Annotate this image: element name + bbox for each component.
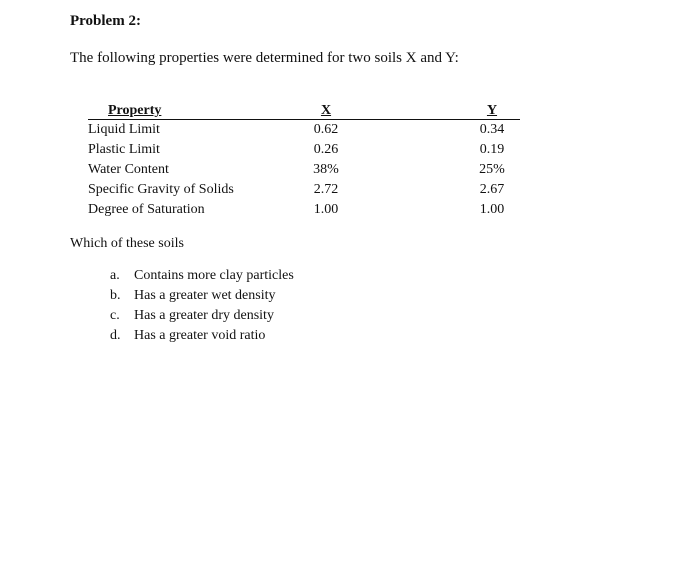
header-property: Property <box>108 103 162 118</box>
option-letter: c. <box>110 308 120 323</box>
row-value-y: 0.19 <box>479 142 505 157</box>
option-letter: a. <box>110 268 120 283</box>
row-label: Plastic Limit <box>88 142 160 157</box>
problem-intro: The following properties were determined for two soils X and Y: <box>70 50 459 66</box>
header-x: X <box>320 103 332 118</box>
row-value-x: 0.62 <box>313 122 339 137</box>
row-value-y: 2.67 <box>479 182 505 197</box>
table-row <box>88 122 520 142</box>
row-value-x: 0.26 <box>313 142 339 157</box>
problem-heading: Problem 2: <box>70 13 141 29</box>
row-value-y: 1.00 <box>479 202 505 217</box>
option-text: Contains more clay particles <box>134 268 294 283</box>
option-text: Has a greater void ratio <box>134 328 266 343</box>
row-label: Water Content <box>88 162 169 177</box>
table-row <box>88 182 520 202</box>
header-y: Y <box>486 103 498 118</box>
table-row <box>88 162 520 182</box>
header-rule <box>88 119 520 120</box>
option-letter: d. <box>110 328 121 343</box>
table-row <box>88 142 520 162</box>
row-value-x: 38% <box>313 162 339 177</box>
question-prompt: Which of these soils <box>70 236 184 251</box>
option-letter: b. <box>110 288 121 303</box>
row-label: Liquid Limit <box>88 122 160 137</box>
row-value-x: 1.00 <box>313 202 339 217</box>
table-row <box>88 202 520 222</box>
row-label: Specific Gravity of Solids <box>88 182 234 197</box>
row-label: Degree of Saturation <box>88 202 205 217</box>
option-text: Has a greater wet density <box>134 288 276 303</box>
row-value-y: 25% <box>479 162 505 177</box>
option-text: Has a greater dry density <box>134 308 274 323</box>
row-value-x: 2.72 <box>313 182 339 197</box>
row-value-y: 0.34 <box>479 122 505 137</box>
